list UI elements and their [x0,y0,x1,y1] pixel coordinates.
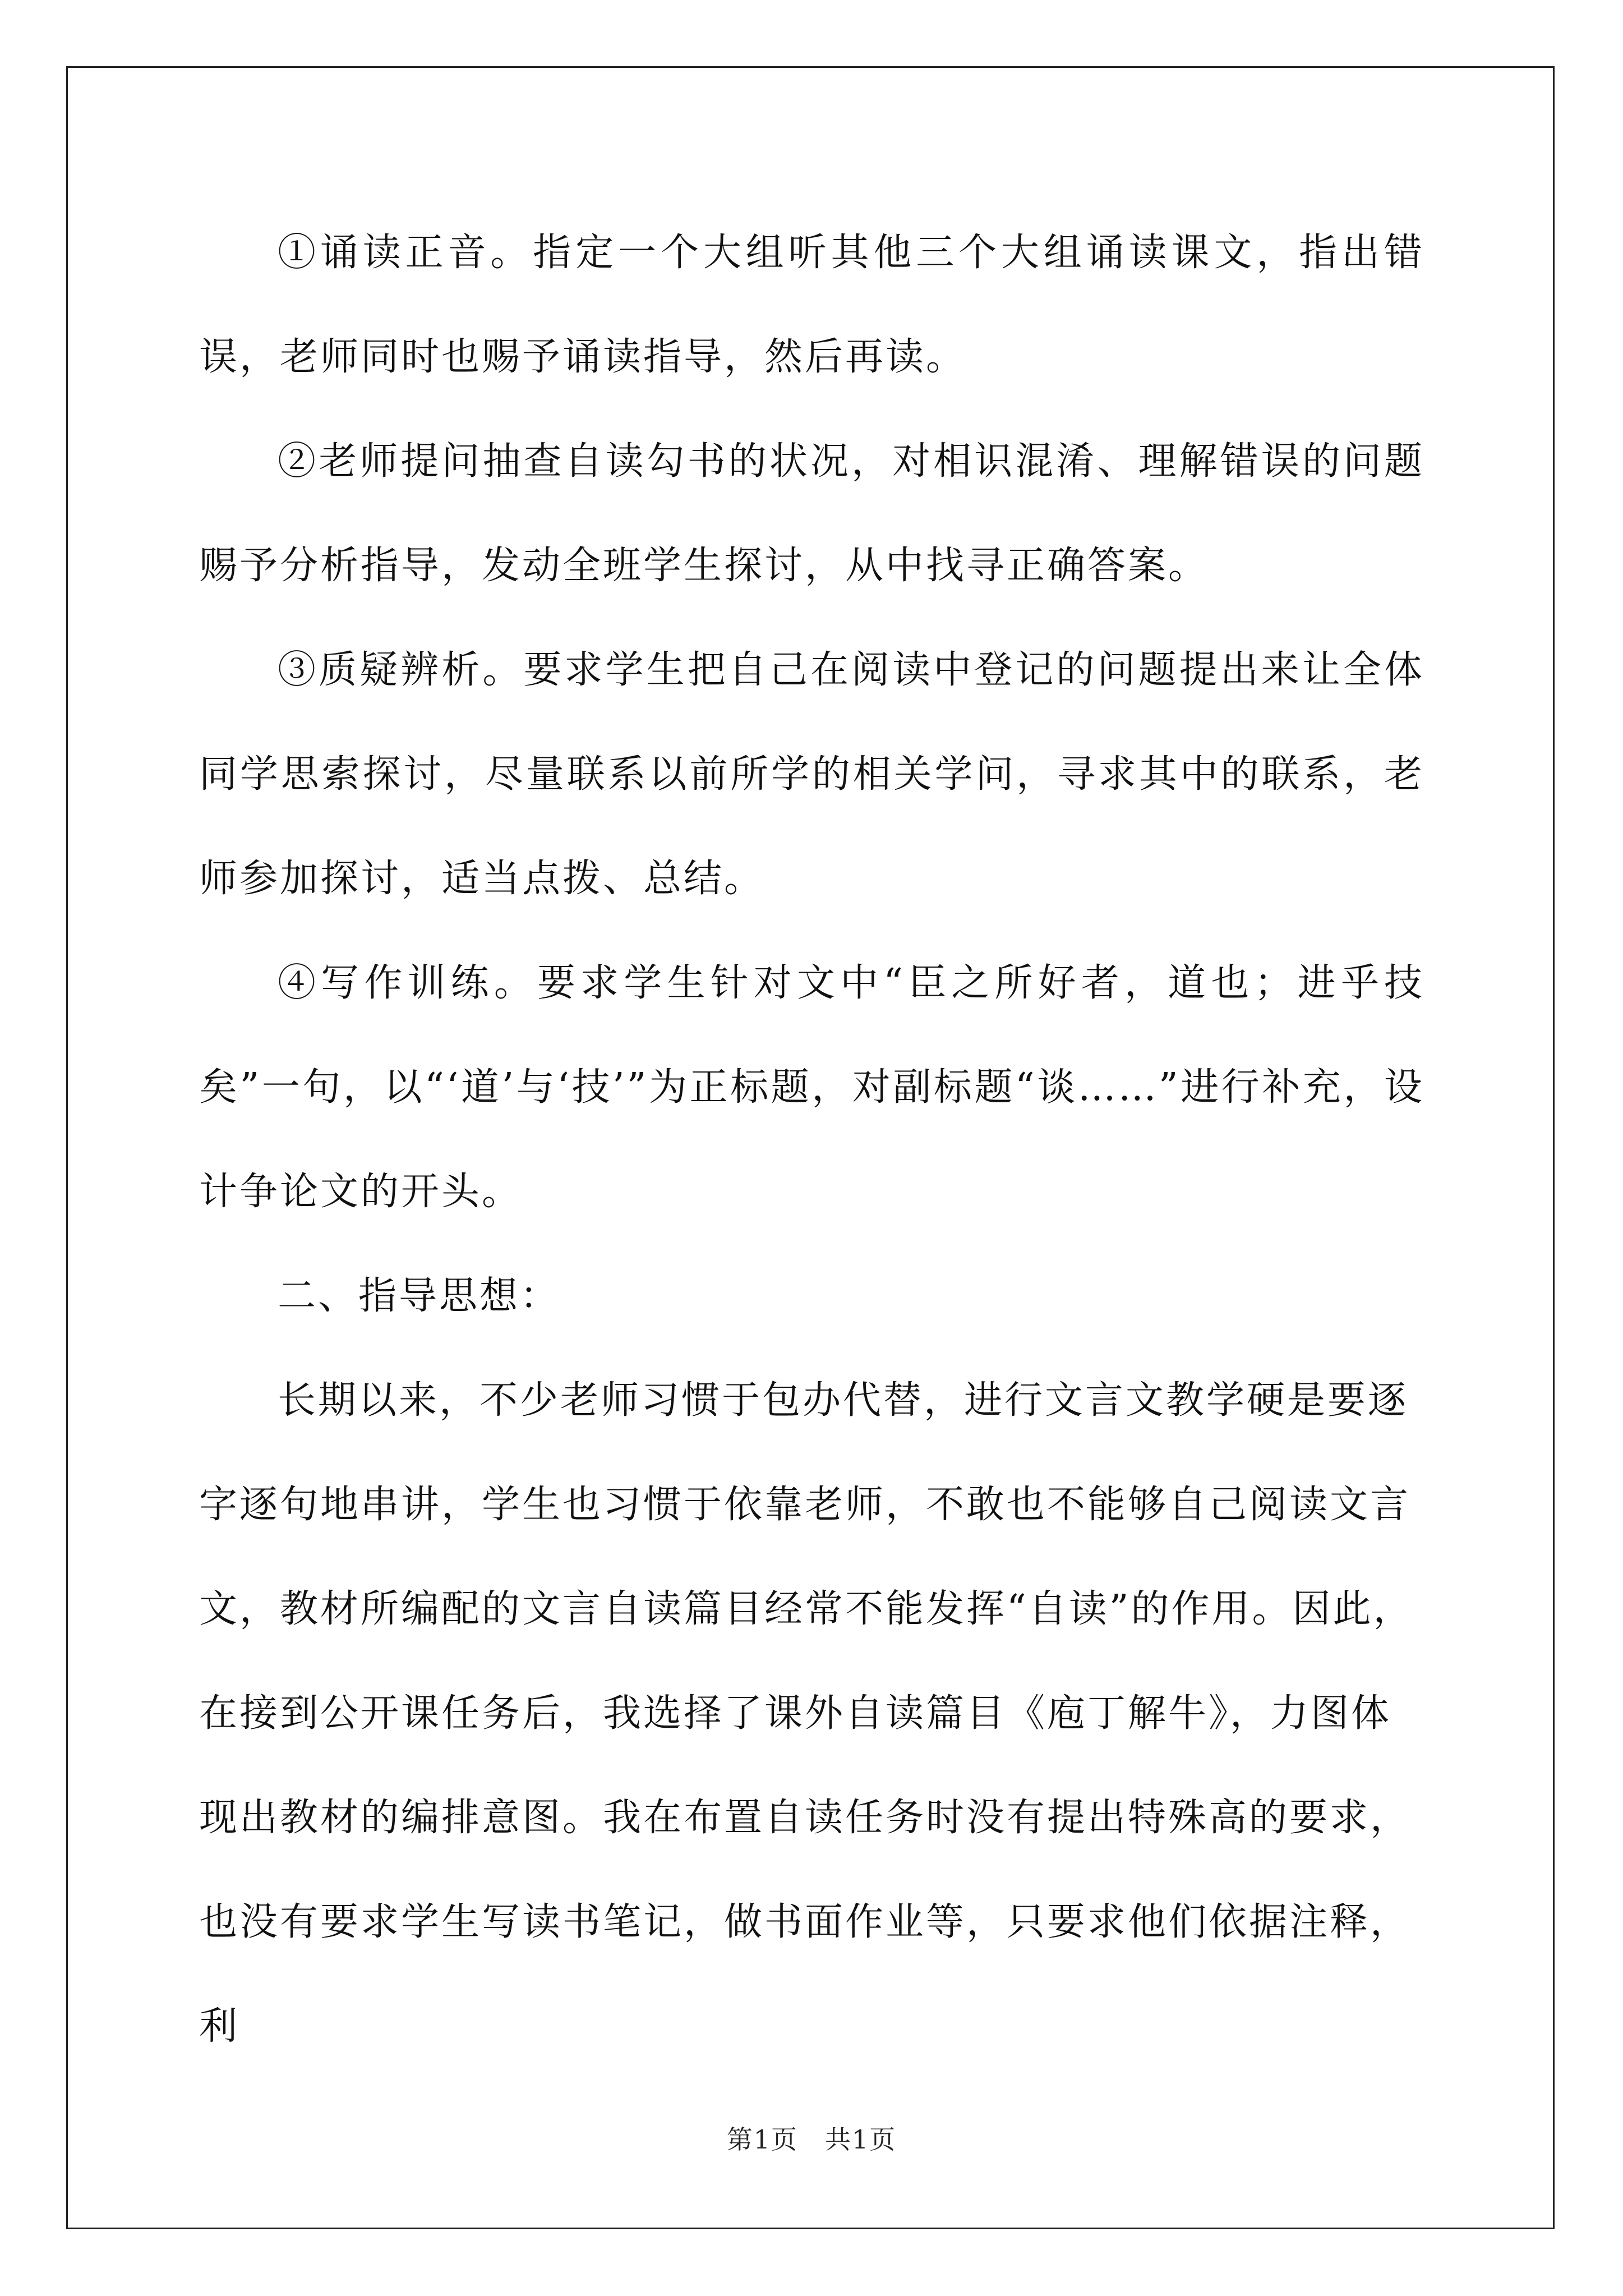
document-body [199,201,1424,2079]
paragraph-writing-training: ④写作训练。要求学生针对文中“臣之所好者，道也；进乎技矣”一句，以“‘道’与‘技’”为正标题，对副标题“谈……”进行补充，设计争论文的开头。 [199,961,1424,1214]
paragraph-recitation: ①诵读正音。指定一个大组听其他三个大组诵读课文，指出错误，老师同时也赐予诵读指导，然后再读。 [199,231,1424,379]
page-number-footer: 第1页 共1页 [726,2124,897,2155]
section-heading-guiding-idea: 二、指导思想： [278,1274,561,1318]
paragraph-questioning: ②老师提问抽查自读勾书的状况，对相识混淆、理解错误的问题赐予分析指导，发动全班学生探讨，从中找寻正确答案。 [199,439,1424,588]
paragraph-discussion: ③质疑辨析。要求学生把自己在阅读中登记的问题提出来让全体同学思索探讨，尽量联系以前所学的相关学问，寻求其中的联系，老师参加探讨，适当点拨、总结。 [199,648,1424,901]
paragraph-guiding-idea: 长期以来，不少老师习惯于包办代替，进行文言文教学硬是要逐字逐句地串讲，学生也习惯于依靠老师，不敢也不能够自己阅读文言文，教材所编配的文言自读篇目经常不能发挥“自读”的作用。因此，在接到公开课任务后，我选择了课外自读篇目《庖丁解牛》，力图体现出教材的编排意图。我在布置自读任务时没有提出特殊高的要求，也没有要求学生写读书笔记，做书面作业等，只要求他们依据注释，利 [199,1378,1414,2049]
